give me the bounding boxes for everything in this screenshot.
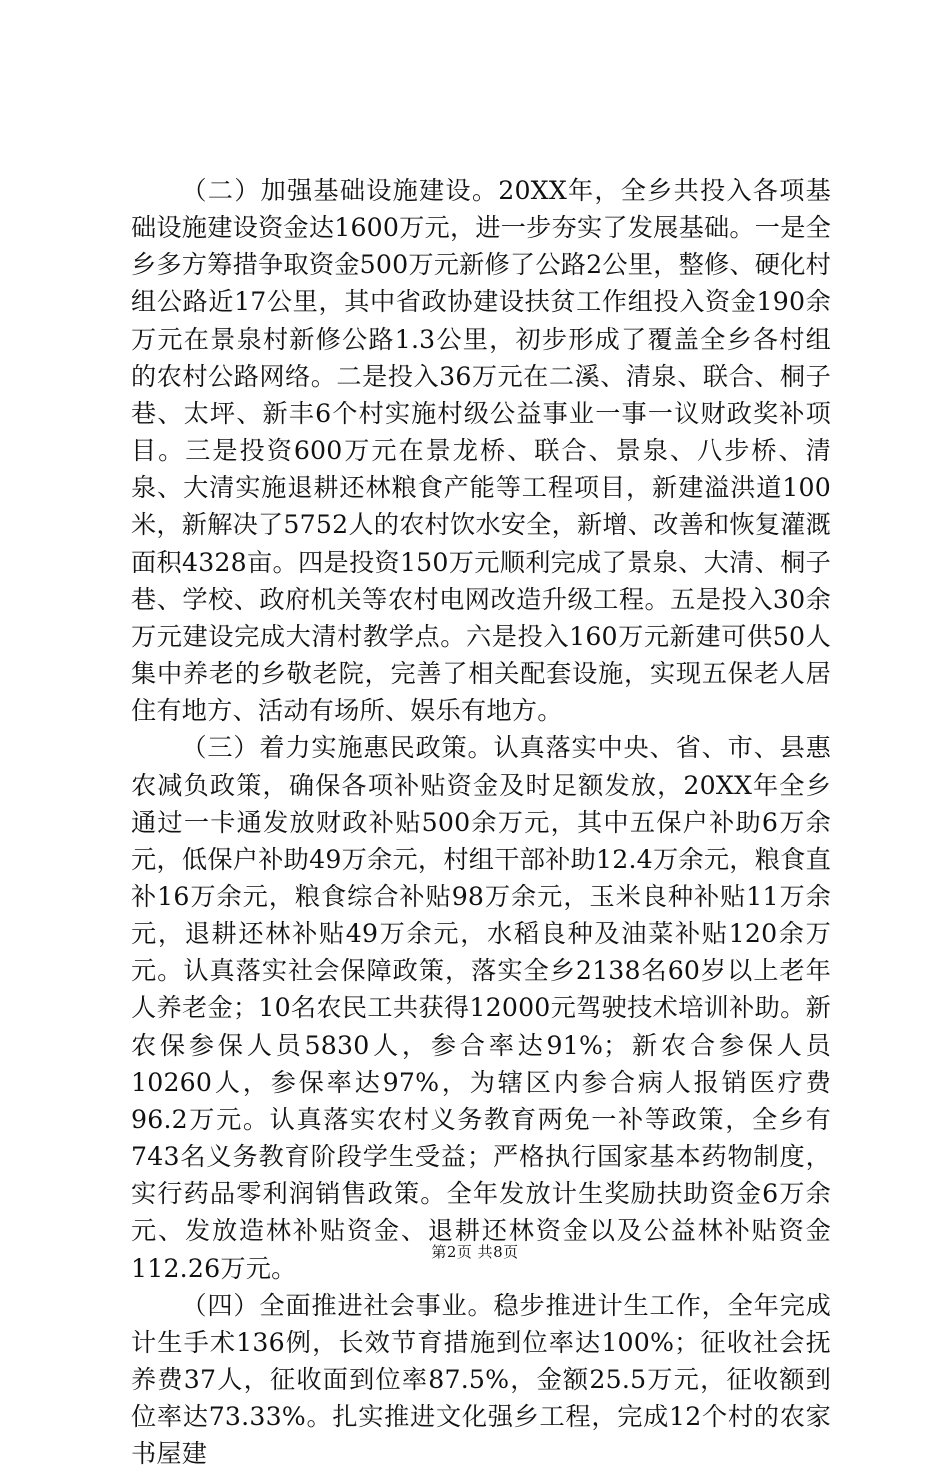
paragraph-social-undertakings: （四）全面推进社会事业。稳步推进计生工作，全年完成计生手术136例，长效节育措施到位率达100%；征收社会抚养费37人，征收面到位率87.5%，金额25.5万元，征收额到位率达73.33%。扎实推进文化强乡工程，完成12个村的农家书屋建 — [131, 1290, 831, 1469]
paragraph-benefit-policies: （三）着力实施惠民政策。认真落实中央、省、市、县惠农减负政策，确保各项补贴资金及时足额发放，20XX年全乡通过一卡通发放财政补贴500余万元，其中五保户补助6万余元，低保户补助49万余元，村组干部补助12.4万余元，粮食直补16万余元，粮食综合补贴98万余元，玉米良种补贴11万余元，退耕还林补贴49万余元，水稻良种及油菜补贴120余万元。认真落实社会保障政策，落实全乡2138名60岁以上老年人养老金；10名农民工共获得12000元驾驶技术培训补助。新农保参保人员5830人，参合率达91%；新农合参保人员10260人，参保率达97%，为辖区内参合病人报销医疗费96.2万元。认真落实农村义务教育两免一补等政策，全乡有743名义务教育阶段学生受益；严格执行国家基本药物制度，实行药品零利润销售政策。全年发放计生奖励扶助资金6万余元、发放造林补贴资金、退耕还林资金以及公益林补贴资金112.26万元。 — [131, 733, 831, 1283]
document-body — [131, 172, 831, 1472]
paragraph-infrastructure: （二）加强基础设施建设。20XX年，全乡共投入各项基础设施建设资金达1600万元，进一步夯实了发展基础。一是全乡多方筹措争取资金500万元新修了公路2公里，整修、硬化村组公路近17公里，其中省政协建设扶贫工作组投入资金190余万元在景泉村新修公路1.3公里，初步形成了覆盖全乡各村组的农村公路网络。二是投入36万元在二溪、清泉、联合、桐子巷、太坪、新丰6个村实施村级公益事业一事一议财政奖补项目。三是投资600万元在景龙桥、联合、景泉、八步桥、清泉、大清实施退耕还林粮食产能等工程项目，新建溢洪道100米，新解决了5752人的农村饮水安全，新增、改善和恢复灌溉面积4328亩。四是投资150万元顺利完成了景泉、大清、桐子巷、学校、政府机关等农村电网改造升级工程。五是投入30余万元建设完成大清村教学点。六是投入160万元新建可供50人集中养老的乡敬老院，完善了相关配套设施，实现五保老人居住有地方、活动有场所、娱乐有地方。 — [131, 176, 831, 726]
page-number-footer: 第2页 共8页 — [431, 1243, 519, 1261]
